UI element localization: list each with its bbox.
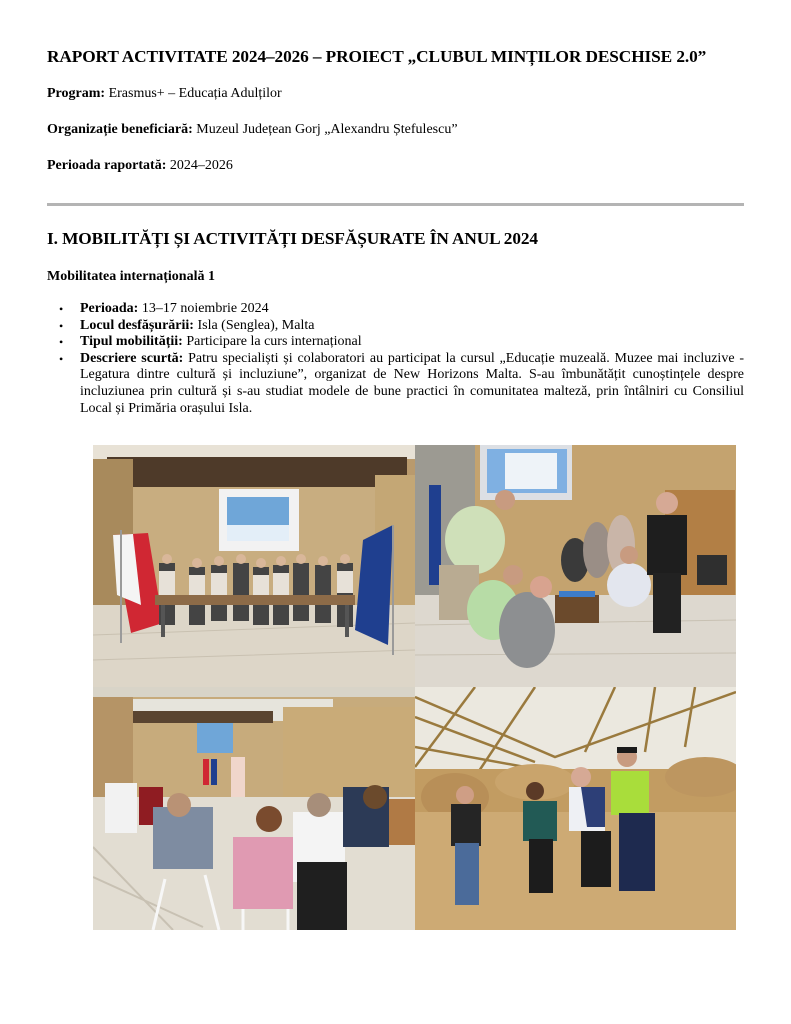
detail-item-description <box>47 351 744 417</box>
photo-temple-visit-image <box>415 687 736 930</box>
photo-group-activity-image <box>415 445 736 687</box>
bullet-icon: • <box>59 335 64 350</box>
organization-line <box>47 122 458 138</box>
bullet-icon: • <box>59 351 64 366</box>
bullet-icon: • <box>59 318 64 333</box>
detail-value: Isla (Senglea), Malta <box>193 317 315 333</box>
photo-seated-session-image <box>93 687 415 930</box>
detail-value: 13–17 noiembrie 2024 <box>138 301 269 316</box>
mobility-details-list <box>47 301 744 417</box>
photo-group-welcome <box>93 445 415 687</box>
photo-temple-visit <box>415 687 736 930</box>
detail-value: Participare la curs internațional <box>182 334 362 350</box>
program-label: Program: <box>47 86 106 101</box>
detail-value: Patru specialiști și colaboratori au participat la cursul „Educație muzeală. Muzee mai incluzive - Legatura dintre cultură și incluziune”, organizat de New Horizons Malta. S-au îmbunătățit cunoștințele despre incluziunea prin cultură și s-au studiat modele de bune practici în comunitatea malteză, prin întâlniri cu Consiliul Local și Primăria orașului Isla. <box>80 350 745 416</box>
program-value: Erasmus+ – Educația Adulților <box>105 86 282 101</box>
section-heading: I. MOBILITĂȚI ȘI ACTIVITĂȚI DESFĂȘURATE ÎN ANUL 2024 <box>47 229 538 248</box>
detail-item-type <box>47 334 744 351</box>
mobility-subheading: Mobilitatea internațională 1 <box>47 269 215 284</box>
report-title: RAPORT ACTIVITATE 2024–2026 – PROIECT „CLUBUL MINȚILOR DESCHISE 2.0” <box>47 47 707 66</box>
horizontal-divider <box>47 203 744 206</box>
program-line <box>47 86 282 102</box>
bullet-icon: • <box>59 302 64 316</box>
photo-group-welcome-image <box>93 445 415 687</box>
period-line <box>47 158 233 174</box>
detail-label: Locul desfășurării: <box>80 317 194 333</box>
detail-item-period <box>47 301 744 318</box>
photo-collage <box>93 445 736 930</box>
period-value: 2024–2026 <box>166 158 233 173</box>
detail-label: Perioada: <box>80 301 139 316</box>
period-label: Perioada raportată: <box>47 158 167 173</box>
detail-item-location <box>47 318 744 335</box>
organization-value: Muzeul Județean Gorj „Alexandru Ștefulescu” <box>192 122 458 137</box>
organization-label: Organizație beneficiară: <box>47 122 193 137</box>
detail-label: Descriere scurtă: <box>80 350 184 366</box>
photo-seated-session <box>93 687 415 930</box>
photo-group-activity <box>415 445 736 687</box>
detail-label: Tipul mobilității: <box>80 334 183 350</box>
